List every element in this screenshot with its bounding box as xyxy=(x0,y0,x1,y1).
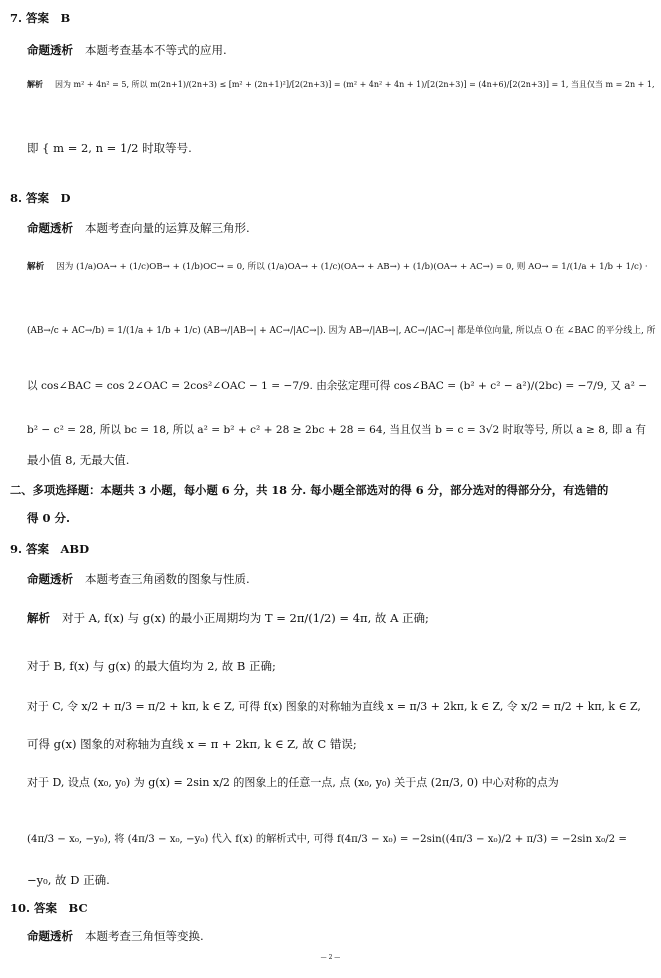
q10-analysis xyxy=(27,930,204,944)
q8-solution-line5: 最小值 8, 无最大值. xyxy=(27,453,130,467)
q7-analysis xyxy=(27,44,227,58)
section-heading: 二、多项选择题：本题共 3 小题，每小题 6 分，共 18 分. 每小题全部选对的得 6 分，部分选对的得部分分，有选错的 xyxy=(10,483,609,497)
q8-analysis xyxy=(27,222,250,236)
analysis-label: 命题透析 xyxy=(27,929,73,943)
solution-label: 解析 xyxy=(27,262,45,272)
section-heading-cont: 得 0 分. xyxy=(27,511,71,525)
q9-answer: 9. 答案 ABD xyxy=(10,542,90,556)
q8-answer: 8. 答案 D xyxy=(10,191,71,205)
analysis-label: 命题透析 xyxy=(27,43,73,57)
q9-analysis xyxy=(27,573,250,587)
q7-solution-line2: 即 { m = 2, n = 1/2 时取等号. xyxy=(27,141,192,155)
analysis-label: 命题透析 xyxy=(27,572,73,586)
q9-solution-line7: −y₀, 故 D 正确. xyxy=(27,873,110,887)
analysis-text: 本题考查向量的运算及解三角形. xyxy=(85,221,250,235)
analysis-text: 本题考查三角恒等变换. xyxy=(85,929,204,943)
q8-solution-line3: 以 cos∠BAC = cos 2∠OAC = 2cos²∠OAC − 1 = −7/9. 由余弦定理可得 cos∠BAC = (b² + c² − a²)/(2bc) = −7/9, 又 a² − xyxy=(27,380,648,392)
solution-text: 因为 m² + 4n² = 5, 所以 m(2n+1)/(2n+3) ≤ [m² + (2n+1)²]/[2(2n+3)] = (m² + 4n² + 4n + 1)/[2(2n+3)] = (4n+6)/[2(2n+3)] = 1, 当且仅当 m = 2n + 1, xyxy=(55,80,655,89)
q9-solution-line5: 对于 D, 设点 (x₀, y₀) 为 g(x) = 2sin x/2 的图象上的任意一点, 点 (x₀, y₀) 关于点 (2π/3, 0) 中心对称的点为 xyxy=(27,776,559,789)
q7-answer: 7. 答案 B xyxy=(10,11,71,25)
q8-solution-line2: (AB→/c + AC→/b) = 1/(1/a + 1/b + 1/c) (AB→/|AB→| + AC→/|AC→|). 因为 AB→/|AB→|, AC→/|AC→| 都是单位向量, 所以点 O 在 ∠BAC 的平分线上, 所 xyxy=(27,326,656,336)
analysis-text: 本题考查基本不等式的应用. xyxy=(85,43,227,57)
q8-solution-line4: b² − c² = 28, 所以 bc = 18, 所以 a² = b² + c² + 28 ≥ 2bc + 28 = 64, 当且仅当 b = c = 3√2 时取等号, 所以 a ≥ 8, 即 a 有 xyxy=(27,424,646,436)
q9-solution-line1 xyxy=(27,612,429,626)
page-number: — 2 — xyxy=(320,954,341,961)
analysis-label: 命题透析 xyxy=(27,221,73,235)
q9-solution-line3: 对于 C, 令 x/2 + π/3 = π/2 + kπ, k ∈ Z, 可得 f(x) 图象的对称轴为直线 x = π/3 + 2kπ, k ∈ Z, 令 x/2 = π/2 + kπ, k ∈ Z, xyxy=(27,700,641,713)
analysis-text: 本题考查三角函数的图象与性质. xyxy=(85,572,250,586)
q9-solution-line6: (4π/3 − x₀, −y₀), 将 (4π/3 − x₀, −y₀) 代入 f(x) 的解析式中, 可得 f(4π/3 − x₀) = −2sin((4π/3 − x₀)/2 + π/3) = −2sin x₀/2 = xyxy=(27,834,627,845)
q8-solution-line1 xyxy=(27,262,648,272)
q9-solution-line4: 可得 g(x) 图象的对称轴为直线 x = π + 2kπ, k ∈ Z, 故 C 错误; xyxy=(27,737,357,751)
q9-solution-line2: 对于 B, f(x) 与 g(x) 的最大值均为 2, 故 B 正确; xyxy=(27,659,276,673)
solution-text: 对于 A, f(x) 与 g(x) 的最小正周期均为 T = 2π/(1/2) = 4π, 故 A 正确; xyxy=(62,611,429,625)
solution-label: 解析 xyxy=(27,611,50,625)
q7-solution-line1 xyxy=(27,80,655,90)
solution-text: 因为 (1/a)OA→ + (1/c)OB→ + (1/b)OC→ = 0, 所以 (1/a)OA→ + (1/c)(OA→ + AB→) + (1/b)(OA→ + AC→) = 0, 则 AO→ = 1/(1/a + 1/b + 1/c) · xyxy=(56,262,648,272)
solution-label: 解析 xyxy=(27,79,43,89)
q10-answer: 10. 答案 BC xyxy=(10,901,88,915)
